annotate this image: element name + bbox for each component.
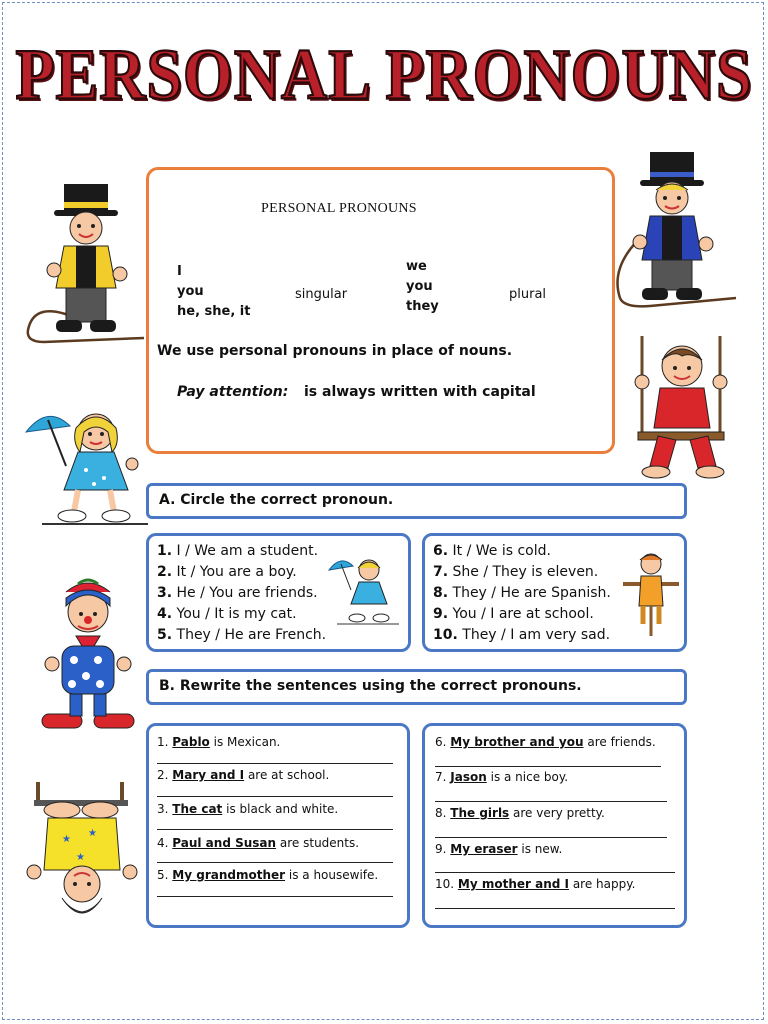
section-a-header (146, 483, 687, 519)
list-item: 10. They / I am very sad. (433, 627, 611, 643)
pronoun-i: I (177, 264, 182, 279)
answer-line[interactable] (157, 862, 393, 863)
rewrite-item: 3. The cat is black and white. (157, 802, 339, 816)
pronoun-he-she-it: he, she, it (177, 304, 251, 319)
section-a-title: A. Circle the correct pronoun. (159, 492, 394, 508)
section-b-left-box (146, 723, 410, 928)
answer-line[interactable] (435, 801, 667, 802)
usage-note: We use personal pronouns in place of nouns. (157, 343, 513, 359)
answer-line[interactable] (157, 829, 393, 830)
pronoun-you-plural: you (406, 279, 433, 294)
rewrite-item: 6. My brother and you are friends. (435, 735, 656, 749)
rewrite-item: 1. Pablo is Mexican. (157, 735, 281, 749)
pronoun-we: we (406, 259, 427, 274)
list-item: 6. It / We is cold. (433, 543, 551, 559)
answer-line[interactable] (157, 763, 393, 764)
ringmaster-blue-clipart (610, 148, 740, 313)
girl-umbrella-clipart (24, 408, 148, 528)
section-a-right-box (422, 533, 687, 652)
pronoun-they: they (406, 299, 439, 314)
list-item: 9. You / I are at school. (433, 606, 594, 622)
list-item: 1. I / We am a student. (157, 543, 319, 559)
clown-clipart (36, 578, 140, 732)
answer-line[interactable] (435, 837, 667, 838)
section-a-left-box (146, 533, 411, 652)
rewrite-item: 8. The girls are very pretty. (435, 806, 605, 820)
page-title: PERSONAL PRONOUNS (15, 34, 753, 115)
section-a-right-list (433, 541, 611, 646)
boy-swing-clipart (630, 336, 736, 480)
section-a-left-list (157, 541, 326, 646)
svg-text:★: ★ (88, 828, 97, 839)
ringmaster-yellow-clipart (24, 180, 154, 345)
info-box (146, 167, 615, 454)
plural-label: plural (509, 287, 547, 302)
svg-text:★: ★ (76, 852, 85, 863)
singular-pronouns (177, 262, 250, 322)
section-b-header (146, 669, 687, 705)
list-item: 5. They / He are French. (157, 627, 327, 643)
attention-text: is always written with capital (304, 384, 536, 400)
answer-line[interactable] (435, 908, 675, 909)
list-item: 7. She / They is eleven. (433, 564, 599, 580)
answer-line[interactable] (435, 766, 661, 767)
list-item: 3. He / You are friends. (157, 585, 318, 601)
answer-line[interactable] (435, 872, 675, 873)
small-girl-umbrella-clipart (327, 556, 399, 628)
rewrite-item: 5. My grandmother is a housewife. (157, 868, 379, 882)
rewrite-item: 10. My mother and I are happy. (435, 877, 636, 891)
singular-label: singular (295, 287, 348, 302)
plural-pronouns (406, 257, 439, 317)
attention-label: Pay attention: (177, 384, 289, 400)
rewrite-item: 4. Paul and Susan are students. (157, 836, 360, 850)
list-item: 8. They / He are Spanish. (433, 585, 611, 601)
list-item: 2. It / You are a boy. (157, 564, 297, 580)
section-b-title: B. Rewrite the sentences using the correct pronouns. (159, 678, 582, 694)
info-box-title: PERSONAL PRONOUNS (261, 201, 417, 216)
rewrite-item: 9. My eraser is new. (435, 842, 563, 856)
section-b-right-box (422, 723, 687, 928)
list-item: 4. You / It is my cat. (157, 606, 297, 622)
answer-line[interactable] (157, 896, 393, 897)
scarecrow-clipart (621, 550, 681, 636)
rewrite-item: 2. Mary and I are at school. (157, 768, 330, 782)
pronoun-you-singular: you (177, 284, 204, 299)
svg-text:★: ★ (62, 834, 71, 845)
upside-down-girl-clipart (24, 780, 142, 928)
rewrite-item: 7. Jason is a nice boy. (435, 770, 569, 784)
answer-line[interactable] (157, 796, 393, 797)
